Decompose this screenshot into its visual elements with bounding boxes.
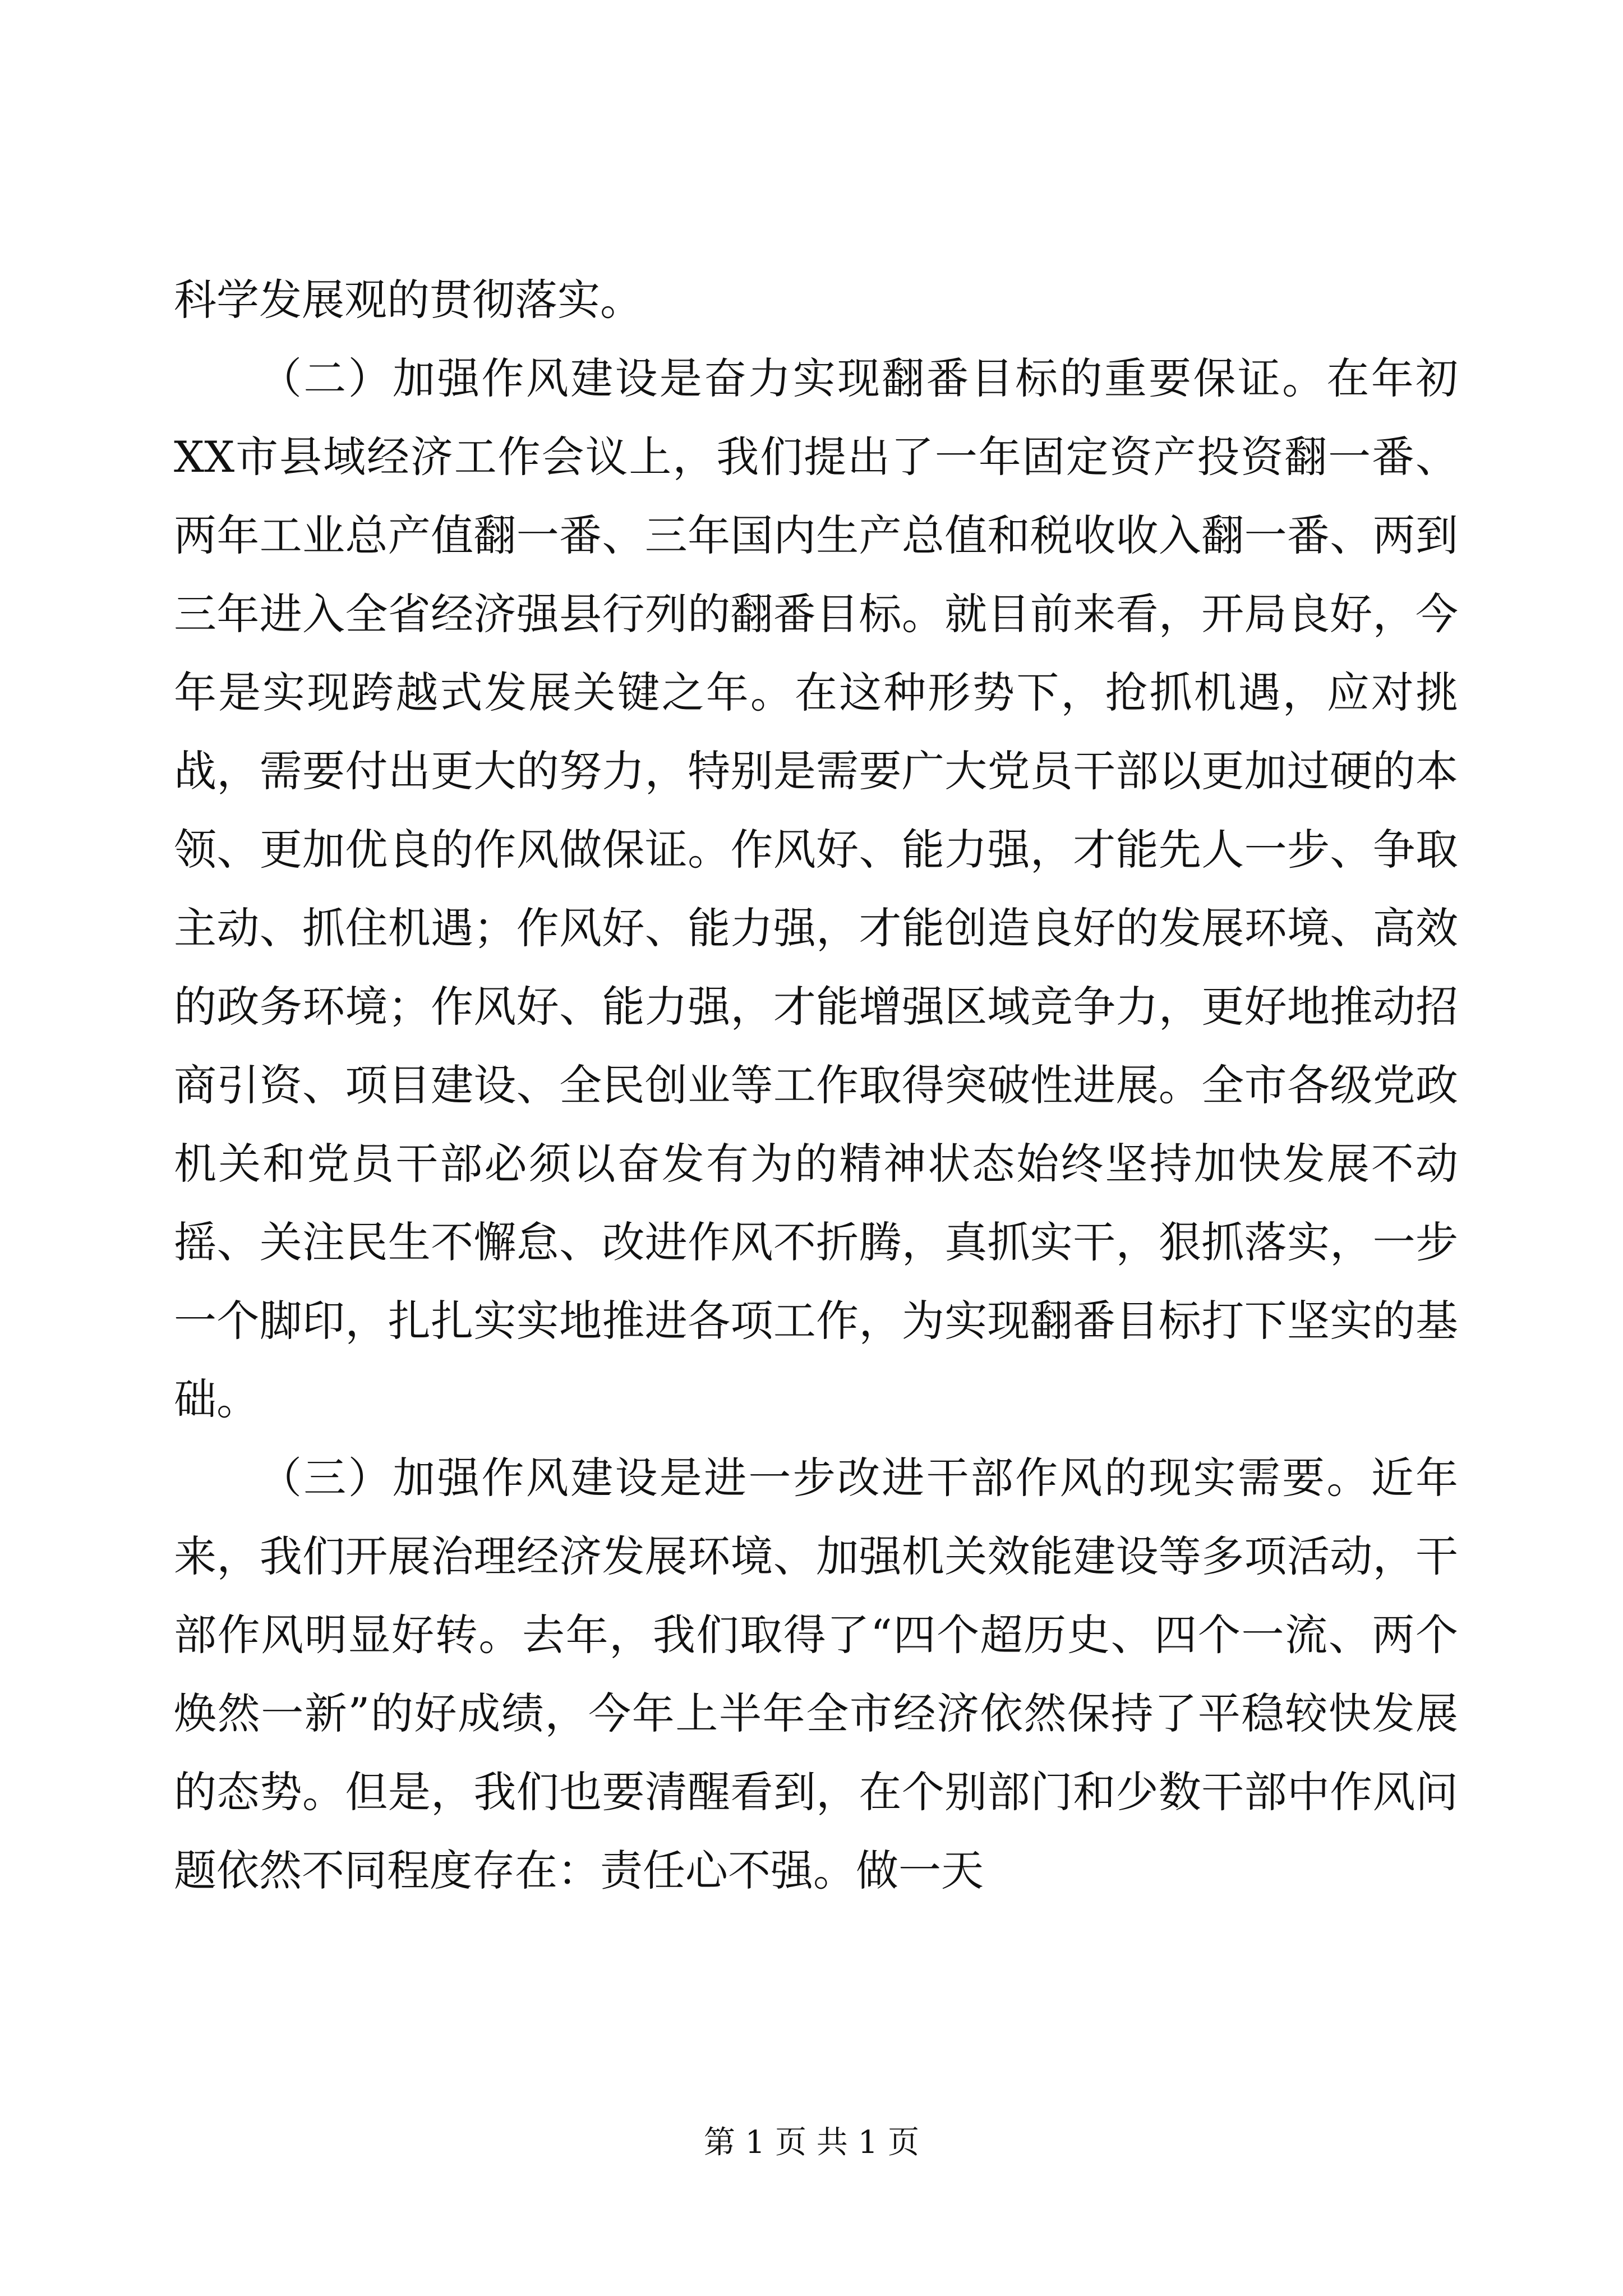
paragraph-section-three: （三）加强作风建设是进一步改进干部作风的现实需要。近年来，我们开展治理经济发展环境、加强机关效能建设等多项活动，干部作风明显好转。去年，我们取得了“四个超历史、四个一流、两个焕然一新”的好成绩，今年上半年全市经济依然保持了平稳较快发展的态势。但是，我们也要清醒看到，在个别部门和少数干部中作风问题依然不同程度存在：责任心不强。做一天 [174, 1453, 1458, 1895]
document-body [174, 261, 1458, 1910]
page-footer: 第 1 页 共 1 页 [703, 2124, 920, 2161]
paragraph-continuation: 科学发展观的贯彻落实。 [174, 275, 643, 325]
paragraph-section-two: （二）加强作风建设是奋力实现翻番目标的重要保证。在年初XX市县域经济工作会议上，我们提出了一年固定资产投资翻一番、两年工业总产值翻一番、三年国内生产总值和税收收入翻一番、两到三年进入全省经济强县行列的翻番目标。就目前来看，开局良好，今年是实现跨越式发展关键之年。在这种形势下，抢抓机遇，应对挑战，需要付出更大的努力，特别是需要广大党员干部以更加过硬的本领、更加优良的作风做保证。作风好、能力强，才能先人一步、争取主动、抓住机遇；作风好、能力强，才能创造良好的发展环境、高效的政务环境；作风好、能力强，才能增强区域竞争力，更好地推动招商引资、项目建设、全民创业等工作取得突破性进展。全市各级党政机关和党员干部必须以奋发有为的精神状态始终坚持加快发展不动摇、关注民生不懈怠、改进作风不折腾，真抓实干，狠抓落实，一步一个脚印，扎扎实实地推进各项工作，为实现翻番目标打下坚实的基础。 [174, 353, 1458, 1424]
